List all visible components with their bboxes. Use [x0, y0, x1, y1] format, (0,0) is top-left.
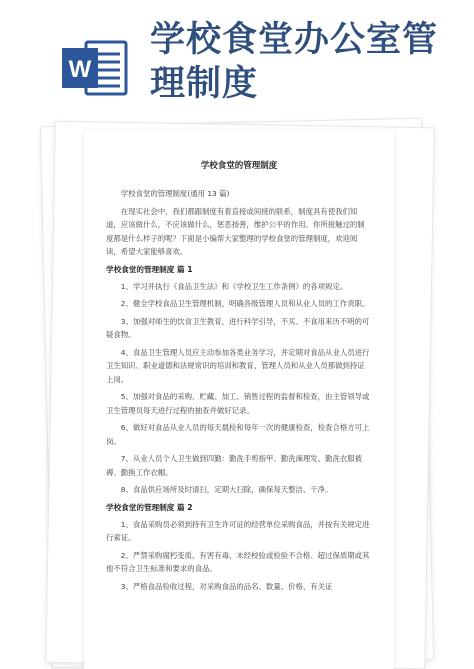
- document-page: [84, 130, 394, 669]
- section-heading-1: 学校食堂的管理制度 篇 1: [106, 264, 193, 274]
- section1-item: 3、加强对师生的饮食卫生教育，进行科学引导，不买、不食用来历不明的可疑食物。: [106, 316, 370, 339]
- section1-item: 1、学习并执行《食品卫生法》和《学校卫生工作条例》的各项规定。: [120, 281, 348, 291]
- word-document-icon: [62, 38, 128, 98]
- intro-paragraph: 在现实社会中，我们都跟制度有着直接或间接的联系，制度具有使我们知道，应该做什么，不应该做什么，惩恶扬善，维护公平的作用。你所接触过的制度都是什么样子的呢？下面是小编帮大家整理的学校食堂的管理制度，欢迎阅读，希望大家能够喜欢。: [106, 206, 365, 256]
- section2-item: 2、严禁采购腐朽变质、有害有毒、未经校验或检验不合格、超过保质期或其他不符合卫生标准和要求的食品。: [106, 550, 370, 573]
- page-title: 学校食堂办公室管理制度: [150, 20, 439, 104]
- section1-item: 2、健全学校食品卫生管理机制，明确各级管理人员和从业人员的工作责职。: [120, 299, 370, 308]
- section1-item: 7、从业人员个人卫生做到四勤：勤洗手剪指甲、勤洗澡理发、勤洗衣服被褥、勤换工作衣帽。: [106, 454, 363, 477]
- section-heading-2: 学校食堂的管理制度 篇 2: [106, 502, 193, 512]
- document-title: 学校食堂的管理制度: [200, 161, 278, 171]
- svg-text:W: W: [68, 56, 92, 83]
- section2-item: 3、严格食品验收过程，对采购食品的品名、数量、价格、有关证: [120, 581, 333, 591]
- section2-item: 1、食品采购员必须到持有卫生许可证的经营单位采购食品，并按有关规定进行索证。: [106, 519, 370, 542]
- section1-item: 5、加强对食品的采购、贮藏、加工、销售过程的监督和检查，由主管领导或卫生管理员每天进行过程的抽查并做好记录。: [106, 392, 370, 415]
- header-banner: [0, 0, 474, 120]
- section1-item: 8、食品供应场所及时清扫，定期大扫除，确保每天整洁、干净。: [120, 485, 333, 494]
- section1-item: 6、做好对食品从业人员的每天晨检和每年一次的健康检查，检查合格方可上岗。: [106, 423, 370, 446]
- document-subtitle: 学校食堂的管理制度(通用 13 篇): [120, 189, 230, 198]
- section1-item: 4、食品卫生管理人员应主动参加各类业务学习，并定期对食品从业人员进行卫生知识、职业道德和法规常识的培训和教育，管理人员和从业人员都做到持证上岗。: [106, 347, 370, 384]
